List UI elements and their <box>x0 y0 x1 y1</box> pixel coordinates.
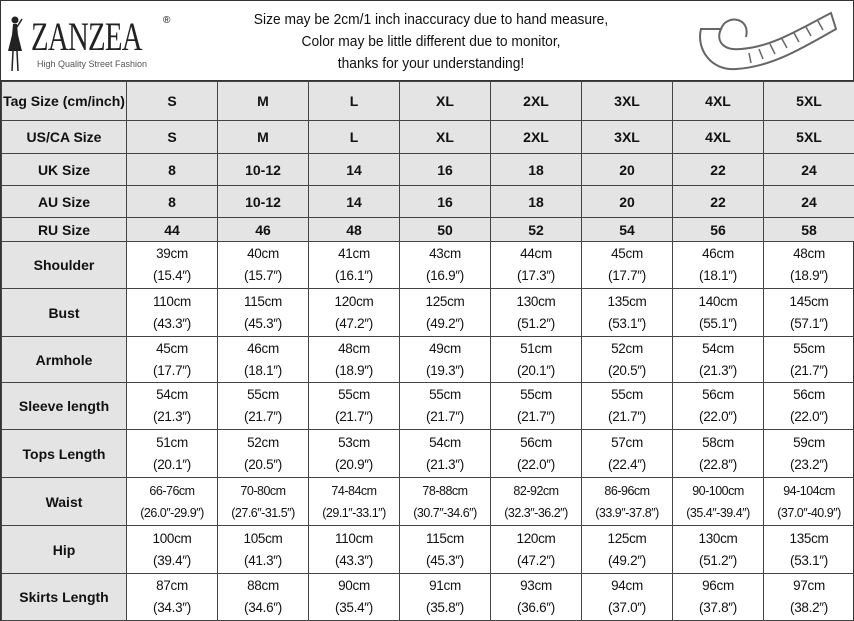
cm-value: 54cm <box>156 387 188 402</box>
cm-value: 54cm <box>702 340 734 356</box>
inch-value: (20.1″) <box>153 456 191 472</box>
inch-value: (53.1″) <box>790 552 828 568</box>
measurement-cell <box>218 430 309 478</box>
inch-value: (37.0″) <box>608 600 646 615</box>
cm-value: 55cm <box>520 387 552 402</box>
cm-value: 39cm <box>156 246 188 261</box>
measurement-cell <box>582 478 673 526</box>
cm-value: 93cm <box>520 578 552 593</box>
inch-value: (21.7″) <box>608 409 646 424</box>
inch-value: (20.5″) <box>244 456 282 472</box>
size-row <box>2 121 854 154</box>
size-cell: XL <box>400 82 491 121</box>
measurement-cell <box>400 430 491 478</box>
inch-value: (33.9″-37.8″) <box>595 505 659 520</box>
size-cell: 16 <box>400 186 491 218</box>
measurement-cell <box>582 430 673 478</box>
measurement-cell <box>218 574 309 621</box>
measurement-cell <box>127 242 218 289</box>
cm-value: 52cm <box>611 340 643 356</box>
measurement-cell <box>491 383 582 430</box>
inch-value: (29.1″-33.1″) <box>322 505 386 520</box>
measurement-cell <box>491 289 582 337</box>
inch-value: (41.3″) <box>244 552 282 568</box>
inch-value: (43.3″) <box>153 315 191 331</box>
size-row <box>2 186 854 218</box>
measurement-cell <box>764 478 854 526</box>
measurement-cell <box>218 383 309 430</box>
size-cell: 2XL <box>491 121 582 154</box>
measurement-cell <box>582 242 673 289</box>
size-cell: S <box>127 82 218 121</box>
cm-value: 44cm <box>520 246 552 261</box>
inch-value: (37.8″) <box>699 600 737 615</box>
model-silhouette-icon <box>7 15 23 73</box>
size-row <box>2 154 854 186</box>
inch-value: (45.3″) <box>426 552 464 568</box>
cm-value: 55cm <box>611 387 643 402</box>
size-cell: 20 <box>582 154 673 186</box>
brand-logo <box>7 9 177 69</box>
inch-value: (30.7″-34.6″) <box>413 505 477 520</box>
row-label: Shoulder <box>2 242 127 289</box>
size-cell: 16 <box>400 154 491 186</box>
size-cell: 14 <box>309 154 400 186</box>
cm-value: 82-92cm <box>513 483 559 498</box>
cm-value: 105cm <box>243 530 283 546</box>
cm-value: 55cm <box>338 387 370 402</box>
cm-value: 51cm <box>156 434 188 450</box>
inch-value: (22.0″) <box>517 456 555 472</box>
measurement-cell <box>582 337 673 383</box>
inch-value: (35.8″) <box>426 600 464 615</box>
size-cell: 20 <box>582 186 673 218</box>
cm-value: 40cm <box>247 246 279 261</box>
measurement-cell <box>218 337 309 383</box>
inch-value: (18.1″) <box>244 362 282 378</box>
cm-value: 94-104cm <box>783 483 835 498</box>
measurement-cell <box>582 383 673 430</box>
measurement-cell <box>400 574 491 621</box>
cm-value: 59cm <box>793 434 825 450</box>
size-cell: 58 <box>764 218 854 242</box>
inch-value: (17.7″) <box>153 362 191 378</box>
cm-value: 120cm <box>334 293 374 309</box>
measurement-cell <box>582 289 673 337</box>
measurement-cell <box>491 574 582 621</box>
cm-value: 58cm <box>702 434 734 450</box>
inch-value: (35.4″) <box>335 600 373 615</box>
inch-value: (18.1″) <box>699 268 737 283</box>
cm-value: 130cm <box>698 530 738 546</box>
cm-value: 90cm <box>338 578 370 593</box>
cm-value: 100cm <box>152 530 192 546</box>
measurement-cell <box>218 289 309 337</box>
inch-value: (21.7″) <box>517 409 555 424</box>
inch-value: (27.6″-31.5″) <box>231 505 295 520</box>
size-cell: 24 <box>764 154 854 186</box>
row-label: Armhole <box>2 337 127 383</box>
size-cell: 18 <box>491 186 582 218</box>
inch-value: (55.1″) <box>699 315 737 331</box>
cm-value: 48cm <box>793 246 825 261</box>
cm-value: 70-80cm <box>240 483 286 498</box>
measurement-cell <box>218 478 309 526</box>
inch-value: (20.5″) <box>608 362 646 378</box>
size-cell: 3XL <box>582 121 673 154</box>
inch-value: (20.1″) <box>517 362 555 378</box>
row-label: Bust <box>2 289 127 337</box>
measurement-cell <box>764 526 854 574</box>
cm-value: 120cm <box>516 530 556 546</box>
measurement-cell <box>309 526 400 574</box>
measurement-cell <box>491 526 582 574</box>
measurement-cell <box>127 526 218 574</box>
measurement-cell <box>673 242 764 289</box>
measurement-cell <box>127 289 218 337</box>
cm-value: 55cm <box>247 387 279 402</box>
measuring-tape-icon <box>691 9 841 75</box>
inch-value: (17.7″) <box>608 268 646 283</box>
row-label: UK Size <box>2 154 127 186</box>
inch-value: (57.1″) <box>790 315 828 331</box>
brand-tagline: High Quality Street Fashion <box>37 59 148 69</box>
size-cell: 48 <box>309 218 400 242</box>
measurement-row <box>2 337 854 383</box>
cm-value: 51cm <box>520 340 552 356</box>
measurement-cell <box>127 478 218 526</box>
measurement-row <box>2 574 854 621</box>
inch-value: (19.3″) <box>426 362 464 378</box>
inch-value: (22.0″) <box>790 409 828 424</box>
size-cell: 22 <box>673 154 764 186</box>
cm-value: 41cm <box>338 246 370 261</box>
size-row <box>2 82 854 121</box>
cm-value: 43cm <box>429 246 461 261</box>
measurement-cell <box>218 242 309 289</box>
cm-value: 115cm <box>243 293 283 309</box>
size-cell: S <box>127 121 218 154</box>
inch-value: (21.3″) <box>153 409 191 424</box>
cm-value: 55cm <box>793 340 825 356</box>
inch-value: (22.0″) <box>699 409 737 424</box>
size-cell: 14 <box>309 186 400 218</box>
size-cell: 50 <box>400 218 491 242</box>
measurement-cell <box>491 430 582 478</box>
size-cell: M <box>218 82 309 121</box>
size-cell: 5XL <box>764 121 854 154</box>
measurement-cell <box>400 383 491 430</box>
size-cell: 18 <box>491 154 582 186</box>
measurement-cell <box>400 478 491 526</box>
measurement-cell <box>127 383 218 430</box>
cm-value: 54cm <box>429 434 461 450</box>
inch-value: (23.2″) <box>790 456 828 472</box>
measurement-cell <box>309 242 400 289</box>
measurement-cell <box>309 574 400 621</box>
inch-value: (35.4″-39.4″) <box>686 505 750 520</box>
row-label: Waist <box>2 478 127 526</box>
inch-value: (38.2″) <box>790 600 828 615</box>
measurement-cell <box>764 289 854 337</box>
cm-value: 110cm <box>334 530 374 546</box>
cm-value: 55cm <box>429 387 461 402</box>
size-cell: 10-12 <box>218 186 309 218</box>
measurement-cell <box>764 383 854 430</box>
measurement-cell <box>764 430 854 478</box>
inch-value: (21.3″) <box>426 456 464 472</box>
measurement-notice <box>201 9 661 75</box>
row-label: Hip <box>2 526 127 574</box>
cm-value: 130cm <box>516 293 556 309</box>
cm-value: 46cm <box>702 246 734 261</box>
registered-mark: ® <box>163 15 171 26</box>
size-cell: 22 <box>673 186 764 218</box>
cm-value: 115cm <box>425 530 465 546</box>
cm-value: 66-76cm <box>149 483 195 498</box>
cm-value: 53cm <box>338 434 370 450</box>
cm-value: 48cm <box>338 340 370 356</box>
inch-value: (34.6″) <box>244 600 282 615</box>
inch-value: (51.2″) <box>699 552 737 568</box>
cm-value: 57cm <box>611 434 643 450</box>
size-cell: 2XL <box>491 82 582 121</box>
measurement-row <box>2 242 854 289</box>
size-cell: 8 <box>127 186 218 218</box>
inch-value: (53.1″) <box>608 315 646 331</box>
row-label: RU Size <box>2 218 127 242</box>
size-cell: 46 <box>218 218 309 242</box>
inch-value: (22.8″) <box>699 456 737 472</box>
cm-value: 125cm <box>607 530 647 546</box>
cm-value: 110cm <box>152 293 192 309</box>
size-cell: 4XL <box>673 121 764 154</box>
cm-value: 78-88cm <box>422 483 468 498</box>
chart-header <box>1 1 853 81</box>
inch-value: (39.4″) <box>153 552 191 568</box>
measurement-cell <box>673 574 764 621</box>
inch-value: (20.9″) <box>335 456 373 472</box>
row-label: AU Size <box>2 186 127 218</box>
row-label: Tops Length <box>2 430 127 478</box>
notice-line: Size may be 2cm/1 inch inaccuracy due to hand measure, <box>253 11 609 28</box>
measurement-cell <box>127 337 218 383</box>
measurement-cell <box>127 574 218 621</box>
inch-value: (34.3″) <box>153 600 191 615</box>
cm-value: 97cm <box>793 578 825 593</box>
measurement-cell <box>400 526 491 574</box>
cm-value: 56cm <box>793 387 825 402</box>
measurement-cell <box>582 574 673 621</box>
measurement-cell <box>491 242 582 289</box>
inch-value: (21.7″) <box>335 409 373 424</box>
inch-value: (49.2″) <box>426 315 464 331</box>
measurement-cell <box>673 383 764 430</box>
inch-value: (21.7″) <box>244 409 282 424</box>
cm-value: 56cm <box>702 387 734 402</box>
notice-line: Color may be little different due to monitor, <box>301 33 561 50</box>
measurement-cell <box>400 289 491 337</box>
brand-name: ZANZEA <box>31 14 142 59</box>
inch-value: (21.3″) <box>699 362 737 378</box>
row-label: Sleeve length <box>2 383 127 430</box>
cm-value: 145cm <box>789 293 829 309</box>
row-label: Skirts Length <box>2 574 127 621</box>
measurement-cell <box>127 430 218 478</box>
size-cell: M <box>218 121 309 154</box>
measurement-cell <box>673 430 764 478</box>
cm-value: 86-96cm <box>604 483 650 498</box>
cm-value: 94cm <box>611 578 643 593</box>
inch-value: (21.7″) <box>790 362 828 378</box>
measurement-cell <box>673 337 764 383</box>
inch-value: (32.3″-36.2″) <box>504 505 568 520</box>
size-cell: 44 <box>127 218 218 242</box>
size-cell: L <box>309 82 400 121</box>
inch-value: (15.7″) <box>244 268 282 283</box>
cm-value: 90-100cm <box>692 483 744 498</box>
size-cell: 4XL <box>673 82 764 121</box>
measurement-cell <box>491 478 582 526</box>
measurement-cell <box>309 383 400 430</box>
notice-line: thanks for your understanding! <box>337 55 525 72</box>
size-cell: L <box>309 121 400 154</box>
size-cell: 24 <box>764 186 854 218</box>
size-cell: 3XL <box>582 82 673 121</box>
inch-value: (36.6″) <box>517 600 555 615</box>
cm-value: 96cm <box>702 578 734 593</box>
inch-value: (51.2″) <box>517 315 555 331</box>
cm-value: 45cm <box>156 340 188 356</box>
measurement-cell <box>309 430 400 478</box>
inch-value: (15.4″) <box>153 268 191 283</box>
measurement-cell <box>673 526 764 574</box>
size-cell: 5XL <box>764 82 854 121</box>
inch-value: (37.0″-40.9″) <box>777 505 841 520</box>
size-cell: 56 <box>673 218 764 242</box>
cm-value: 87cm <box>156 578 188 593</box>
cm-value: 52cm <box>247 434 279 450</box>
inch-value: (47.2″) <box>335 315 373 331</box>
cm-value: 91cm <box>429 578 461 593</box>
measurement-cell <box>673 478 764 526</box>
inch-value: (16.1″) <box>335 268 373 283</box>
inch-value: (17.3″) <box>517 268 555 283</box>
inch-value: (49.2″) <box>608 552 646 568</box>
measurement-cell <box>309 289 400 337</box>
inch-value: (45.3″) <box>244 315 282 331</box>
row-label: US/CA Size <box>2 121 127 154</box>
inch-value: (26.0″-29.9″) <box>140 505 204 520</box>
measurement-row <box>2 430 854 478</box>
measurement-cell <box>400 242 491 289</box>
measurement-cell <box>582 526 673 574</box>
cm-value: 74-84cm <box>331 483 377 498</box>
size-cell: 52 <box>491 218 582 242</box>
inch-value: (21.7″) <box>426 409 464 424</box>
measurement-row <box>2 289 854 337</box>
measurement-row <box>2 478 854 526</box>
cm-value: 45cm <box>611 246 643 261</box>
cm-value: 135cm <box>607 293 647 309</box>
cm-value: 140cm <box>698 293 738 309</box>
inch-value: (16.9″) <box>426 268 464 283</box>
cm-value: 56cm <box>520 434 552 450</box>
measurement-cell <box>309 337 400 383</box>
size-cell: 10-12 <box>218 154 309 186</box>
cm-value: 46cm <box>247 340 279 356</box>
inch-value: (18.9″) <box>790 268 828 283</box>
inch-value: (43.3″) <box>335 552 373 568</box>
inch-value: (47.2″) <box>517 552 555 568</box>
inch-value: (18.9″) <box>335 362 373 378</box>
measurement-row <box>2 526 854 574</box>
measurement-cell <box>491 337 582 383</box>
size-cell: 8 <box>127 154 218 186</box>
inch-value: (22.4″) <box>608 456 646 472</box>
size-cell: 54 <box>582 218 673 242</box>
measurement-cell <box>764 242 854 289</box>
cm-value: 49cm <box>429 340 461 356</box>
size-table <box>1 81 854 621</box>
cm-value: 125cm <box>425 293 465 309</box>
measurement-row <box>2 383 854 430</box>
measurement-cell <box>673 289 764 337</box>
size-cell: XL <box>400 121 491 154</box>
measurement-cell <box>764 337 854 383</box>
cm-value: 88cm <box>247 578 279 593</box>
cm-value: 135cm <box>789 530 829 546</box>
size-row <box>2 218 854 242</box>
row-label: Tag Size (cm/inch) <box>2 82 127 121</box>
measurement-cell <box>764 574 854 621</box>
measurement-cell <box>309 478 400 526</box>
measurement-cell <box>218 526 309 574</box>
measurement-cell <box>400 337 491 383</box>
